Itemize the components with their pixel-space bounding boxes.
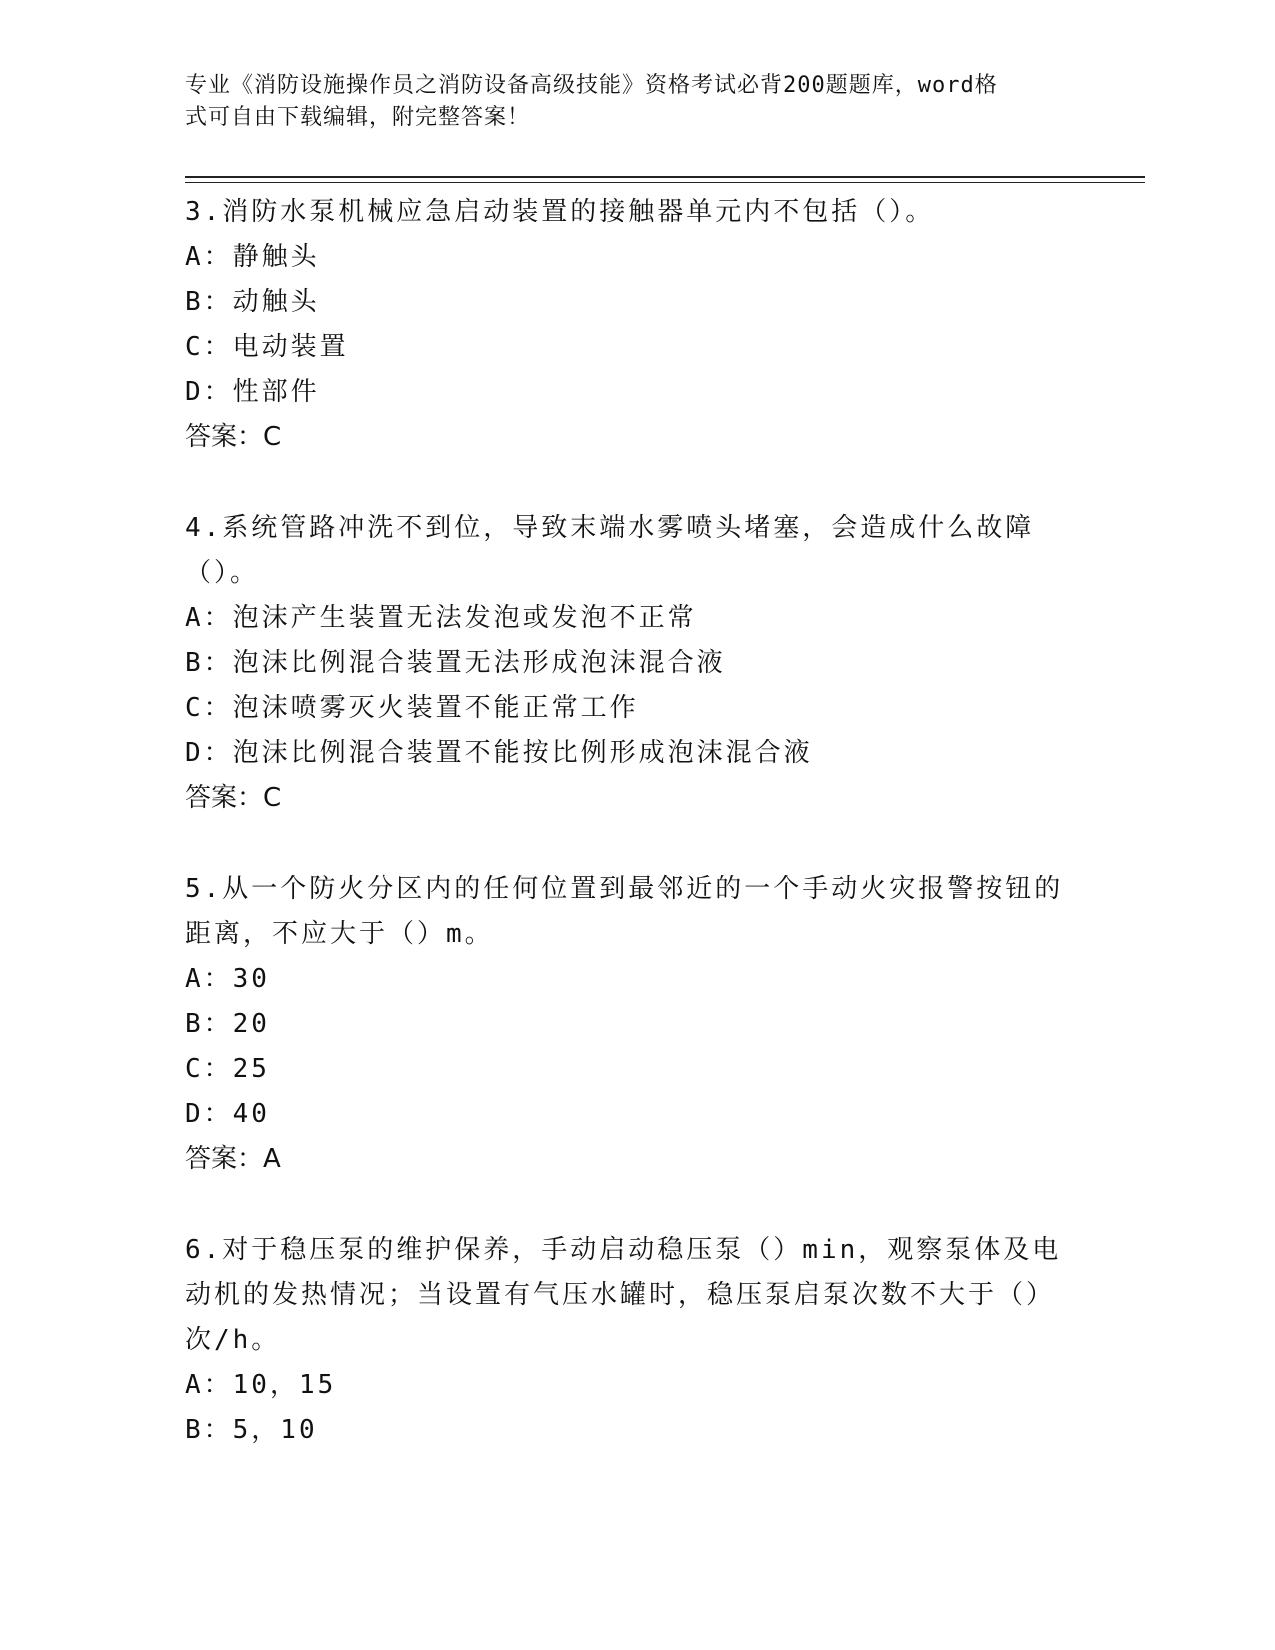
option-a: A：30	[185, 964, 270, 994]
question-item	[185, 867, 1085, 1182]
option-d: D：性部件	[185, 377, 320, 407]
option-d: D：泡沫比例混合装置不能按比例形成泡沫混合液	[185, 738, 813, 768]
header-divider-thick	[185, 176, 1145, 178]
answer-text: 答案：C	[185, 422, 282, 452]
option-b: B：20	[185, 1009, 270, 1039]
header-line-1: 专业《消防设施操作员之消防设备高级技能》资格考试必背200题题库，word格	[185, 73, 998, 98]
option-c: C：25	[185, 1054, 270, 1084]
option-c: C：电动装置	[185, 332, 349, 362]
header-line-2: 式可自由下载编辑，附完整答案！	[185, 105, 531, 130]
question-item	[185, 506, 1085, 821]
option-d: D：40	[185, 1099, 270, 1129]
question-text: 4.系统管路冲洗不到位，导致末端水雾喷头堵塞，会造成什么故障（）。	[185, 513, 1035, 588]
header-divider-thin	[185, 182, 1145, 183]
option-b: B：动触头	[185, 287, 320, 317]
question-text: 5.从一个防火分区内的任何位置到最邻近的一个手动火灾报警按钮的距离，不应大于（）m。	[185, 874, 1064, 949]
option-b: B：5，10	[185, 1415, 318, 1445]
answer-text: 答案：C	[185, 783, 282, 813]
option-a: A：泡沫产生装置无法发泡或发泡不正常	[185, 603, 697, 633]
question-item	[185, 1228, 1085, 1453]
option-a: A：10，15	[185, 1370, 337, 1400]
option-b: B：泡沫比例混合装置无法形成泡沫混合液	[185, 648, 726, 678]
option-c: C：泡沫喷雾灭火装置不能正常工作	[185, 693, 639, 723]
option-a: A：静触头	[185, 242, 320, 272]
question-text: 6.对于稳压泵的维护保养，手动启动稳压泵（）min，观察泵体及电动机的发热情况；当设置有气压水罐时，稳压泵启泵次数不大于（）次/h。	[185, 1235, 1062, 1355]
answer-text: 答案：A	[185, 1144, 281, 1174]
question-item	[185, 190, 1085, 460]
document-header	[185, 70, 1065, 134]
question-text: 3.消防水泵机械应急启动装置的接触器单元内不包括（）。	[185, 197, 935, 227]
question-list	[185, 190, 1085, 1499]
